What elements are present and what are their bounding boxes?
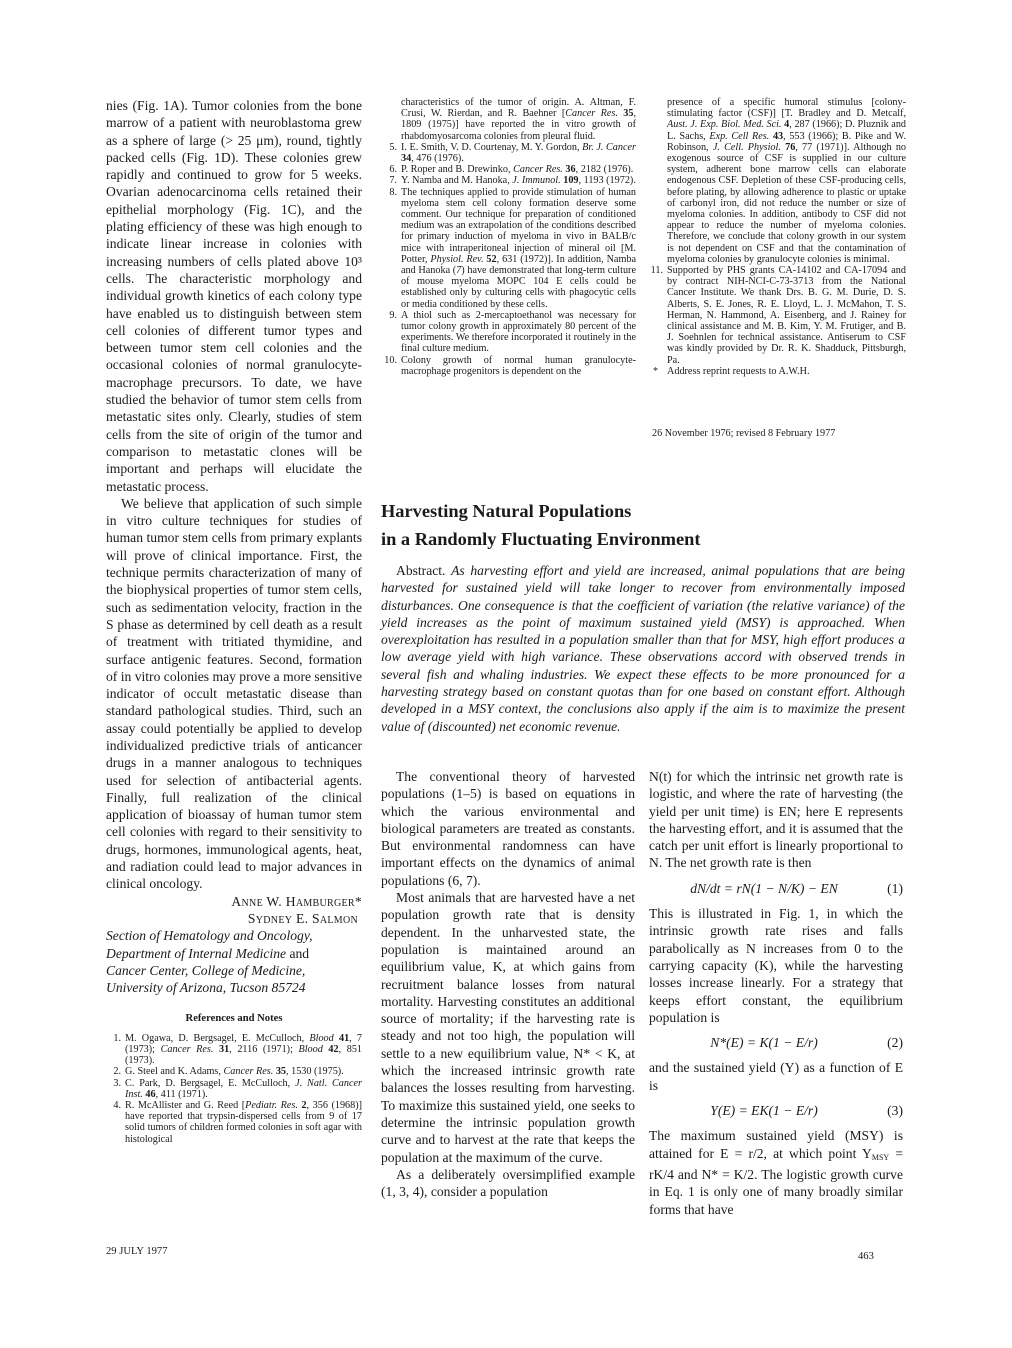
reference-number: 2. [113,1066,121,1078]
reference-number: 7. [389,175,397,187]
reference-number: 9. [389,309,397,321]
abstract-label: Abstract. [396,563,446,578]
reference-text: P. Roper and B. Drewinko, [401,164,514,176]
reference-text: 109 [563,175,579,187]
reference-item [382,142,636,164]
reference-text: , 851 (1973). [125,1043,363,1067]
reference-text: Physiol. Rev. [430,253,484,265]
reference-text: 41 [338,1032,350,1044]
left-column-body [106,97,362,1145]
author-name: Sydney E. Salmon [247,910,358,926]
reference-text: , 77 (1971)]. Although no exogenous source of CSF is supplied in our culture system, adherent bone marrow cells can elaborate endogenous CSF. Depletion of these CSF-producing cells, before plating, by allowing adherence to plastic or uptake of carbonyl iron, did not reduce the number or size of myeloma colonies. In addition, antibody to CSF did not appear to reduce the number of myeloma colonies. Therefore, we conclude that colony growth in our system is not dependent on CSF and that the contamination of myeloma colonies by granulocyte colonies is minimal. [667,141,907,265]
equation-2: N*(E) = K(1 − E/r) (2) [710,1035,903,1051]
reference-text: Aust. J. Exp. Biol. Med. Sci. [667,119,782,131]
reference-text: , 1530 (1975). [286,1066,344,1078]
reference-text: , 356 (1968)] have reported that trypsin-dispersed cells from 9 of 17 solid tumors of children formed colonies in soft agar with histological [125,1099,363,1145]
reference-text: , 631 (1972)]. In addition, Namba and Hanoka ( [401,253,636,277]
reference-text: , 476 (1976). [411,153,464,165]
reference-text: J. Natl. Cancer Inst. [125,1077,362,1100]
reference-text: 35 [623,108,634,120]
reference-text: ) have demonstrated that long-term culture of mouse myeloma MOPC 104 E cells could be established only by culturing cells with phagocytic cells or media conditioned by these cells. [401,265,636,310]
reference-text: 46 [145,1088,156,1100]
equation-3: Y(E) = EK(1 − E/r) (3) [710,1103,903,1119]
reference-item [106,1078,362,1100]
abstract [381,562,905,735]
reference-item [382,310,636,355]
reference-text: , 1809 (1975)] have reported the in vitro growth of rhabdomyosarcoma colonies from pleural fluid. [401,108,637,142]
reference-item [648,366,906,377]
reference-text: I. E. Smith, V. D. Courtenay, M. Y. Gordon, [401,141,583,153]
reference-item [106,1100,362,1145]
reference-text: 31 [219,1043,230,1055]
reference-item [382,164,636,175]
reference-text: , 1193 (1972). [578,175,636,187]
reference-text: 36 [565,164,576,176]
reference-text: 42 [328,1043,339,1055]
reference-text: 35 [275,1066,286,1078]
reference-text: R. McAllister and G. Reed [ [125,1099,246,1111]
reference-text: Pediatr. Res. [245,1099,298,1111]
body-paragraph: nies (Fig. 1A). Tumor colonies from the bone marrow of a patient with neuroblastoma grew as a sphere of large (> 25 μm), round, tightly packed cells (Fig. 1D). These colonies grew rapidly and continued to grow for 5 weeks. Ovarian adenocarcinoma cells retained their epithelial morphology (Fig. 1C), and the plating efficiency of these was high enough to indicate linear increase in colonies with increasing numbers of cells plated above 10³ cells. The characteristic morphology and individual growth kinetics of each colony type have enabled us to distinguish between stem cell colonies of different tumor types and between tumor stem cell colonies and the occasional colonies of normal granulocyte-macrophage precursors. To date, we have studied the behavior of tumor stem cells from metastatic sites only. Clearly, studies of stem cells from the site of origin of the tumor and comparison to metastatic clones will be important and perhaps will elucidate the metastatic process. [106,98,362,494]
reference-text: C. Park, D. Bergsagel, E. McCulloch, [125,1077,296,1089]
references-heading: References and Notes [185,1013,283,1025]
reference-text: presence of a specific humoral stimulus [colony-stimulating factor (CSF)] [T. Bradley and D. Metcalf, [667,97,906,120]
middle-column-body [381,768,635,1200]
reference-text: Blood [298,1043,323,1055]
reference-number: 3. [113,1077,121,1089]
reference-text: 43 [772,130,784,142]
reference-text: J. Cell. Physiol. [712,141,781,153]
reference-text: , 411 (1971). [155,1088,208,1100]
reference-item [382,355,636,377]
body-paragraph: The conventional theory of harvested populations (1–5) is based on equations in which the various environmental and biological parameters are treated as constants. But environmental randomness can have important effects on the dynamics of animal populations (6, 7). [381,769,635,888]
reference-text: Cancer Res. [160,1043,214,1055]
reference-text: 52 [486,253,497,265]
reference-item [382,97,636,142]
reference-text: , 287 (1966); D. Pluznik and L. Sachs, [667,119,907,142]
body-paragraph: This is illustrated in Fig. 1, in which the intrinsic growth rate rises and falls parabolically as N increases from 0 to the carrying capacity (K), while the harvesting losses increase linearly. For a strategy that keeps effort constant, the equilibrium population is [649,906,903,1025]
reference-number: 10. [384,354,397,366]
body-paragraph: We believe that application of such simple in vitro culture techniques for studies of human tumor stem cells from primary explants will prove of clinical importance. First, the technique permits characterization of many of the biophysical properties of tumor stem cells, such as sedimentation velocity, fraction in the S phase as determined by cell death as a result of treatment with tritiated thymidine, and surface antigenic features. Second, formation of in vitro colonies may prove a more sensitive indicator of occult metastatic disease than standard pathological studies. Third, such an assay could potentially be applied to develop individualized predictive trials of anticancer drugs in a manner analogous to techniques used for selection of antibacterial agents. Finally, full realization of the clinical application of bioassay of human tumor stem cell colonies with regard to their sensitivity to drugs, hormones, immunological agents, heat, and radiation could lead to major advances in clinical oncology. [106,495,362,892]
references-list-part-3 [648,97,906,377]
reference-text: J. Immunol. [512,175,561,187]
body-paragraph: Most animals that are harvested have a net population growth rate that is density dependent. In the unharvested state, the population is maintained around an equilibrium value, K, at which gains from recruitment balance losses from natural mortality. Harvesting constitutes an additional source of mortality; if the harvesting rate is steady and not too high, the population will settle to a new equilibrium value, N* < K, at which the increased intrinsic growth rate balances the losses resulting from harvesting. To maximize this sustained yield, one seeks to determine the intrinsic population growth curve and to harvest at the rate that keeps the population at the maximum of the curve. [381,890,635,1165]
reference-text: Exp. Cell Res. [709,130,770,142]
reference-text: 4 [784,119,790,131]
reference-number: * [652,365,659,377]
body-paragraph: and the sustained yield (Y) as a function of E is [649,1060,903,1093]
reference-text: Colony growth of normal human granulocyte-macrophage progenitors is dependent on the [401,354,636,377]
reference-text: Br. J. Cancer [582,141,637,153]
reference-text: Cancer Res. [565,108,618,120]
reference-text: Cancer Res. [513,164,563,176]
reference-item [648,97,906,265]
reference-text: 7 [456,265,462,277]
reference-number: 4. [113,1099,121,1111]
reference-number: 1. [113,1032,121,1044]
body-paragraph: As a deliberately oversimplified example (1, 3, 4), consider a population [381,1166,635,1200]
reference-item [382,175,636,186]
reference-text: 76 [785,141,796,153]
reference-text: Blood [309,1032,334,1044]
reference-text: , 7 (1973); [125,1032,363,1055]
author-affiliation: Section of Hematology and Oncology, Department of Internal Medicine and Cancer Center, College of Medicine, University of Arizona, Tucson 85724 [106,928,313,996]
reference-text: , 553 (1966); B. Pike and W. Robinson, [667,130,907,153]
reference-item [106,1033,362,1067]
reference-text: G. Steel and K. Adams, [125,1066,224,1078]
reference-number: 11. [650,265,663,277]
article-title: Harvesting Natural Populations in a Randomly Fluctuating Environment [381,501,701,549]
received-date: 26 November 1976; revised 8 February 1977 [652,428,836,439]
reference-text: 34 [401,153,412,165]
reference-text: , 2182 (1976). [575,164,634,176]
reference-text: Y. Namba and M. Hanoka, [401,175,513,187]
reference-text: Cancer Res. [223,1066,274,1078]
reference-text: The techniques applied to provide stimulation of human myeloma stem cell colony formation deserve some comment. Our technique for preparation of conditioned medium was an extrapolation of the conditions described for primary induction of myeloma in vivo in BALB/c mice with intraperitoneal injection of mineral oil [M. Potter, [401,186,636,265]
reference-text: characteristics of the tumor of origin. A. Altman, F. Crusi, W. Rierdan, and R. Baehner [ [401,97,636,120]
reference-number: 5. [389,141,397,153]
abstract-text: As harvesting effort and yield are increased, animal populations that are being harvested for sustained yield will take longer to recover from environmentally imposed disturbances. One consequence is that the coefficient of variation (the relative variance) of the yield increases as the point of maximum sustained yield (MSY) is approached. When overexploitation has resulted in a population smaller than that for MSY, high effort produces a low average yield with high variance. These observations accord with observed trends in several fish and whaling industries. We expect these effects to be more pronounced for a harvesting strategy based on constant quotas than for one based on constant effort. Although developed in a MSY context, the conclusions also apply if the aim is to maximize the present value of (discounted) net economic revenue. [381,563,905,734]
reference-item [648,265,906,366]
reference-text: Supported by PHS grants CA-14102 and CA-17094 and by contract NIH-NCI-C-73-3713 from the National Cancer Institute. We thank Drs. B. G. M. Durie, D. S. Alberts, S. E. Jones, R. E. Lloyd, L. J. McMahon, T. S. Herman, N. Hammond, A. Eisenberg, and J. Rainey for clinical assistance and M. B. Kim, Y. M. Frutiger, and B. J. Soehnlen for technical assistance. Antiserum to CSF was kindly provided by Dr. R. K. Shadduck, Pittsburgh, Pa. [667,265,906,366]
reference-text: M. Ogawa, D. Bergsagel, E. McCulloch, [125,1032,310,1044]
issue-date: 29 JULY 1977 [106,1246,168,1257]
reference-text: Address reprint requests to A.W.H. [667,365,810,377]
page-number: 463 [858,1251,874,1262]
reference-number: 8. [389,186,397,198]
right-column-body [649,768,903,1218]
reference-item [106,1066,362,1077]
equation-1: dN/dt = rN(1 − N/K) − EN (1) [690,880,903,896]
reference-number: 6. [389,164,397,176]
body-paragraph: The maximum sustained yield (MSY) is attained for E = r/2, at which point $Y_{MSY} = rK/4$ and N* = K/2. The logistic growth curve in Eq. 1 is only one of many broadly similar forms that have [649,1128,903,1217]
body-paragraph: N(t) for which the intrinsic net growth rate is logistic, and where the rate of harvesting (the yield per unit time) is EN; here E represents the harvesting effort, and it is assumed that the catch per unit effort is linearly proportional to N. The net growth rate is then [649,769,903,871]
reference-text: , 2116 (1971); [229,1043,299,1055]
references-list-part-2 [382,97,636,377]
reference-text: A thiol such as 2-mercaptoethanol was necessary for tumor colony growth in approximately 80 percent of the experiments. We therefore incorporated it routinely in the final culture medium. [401,309,636,355]
reference-item [382,187,636,310]
author-name: Anne W. Hamburger* [231,893,362,909]
references-list-part-1 [106,1033,362,1145]
reference-text: 2 [301,1099,307,1111]
